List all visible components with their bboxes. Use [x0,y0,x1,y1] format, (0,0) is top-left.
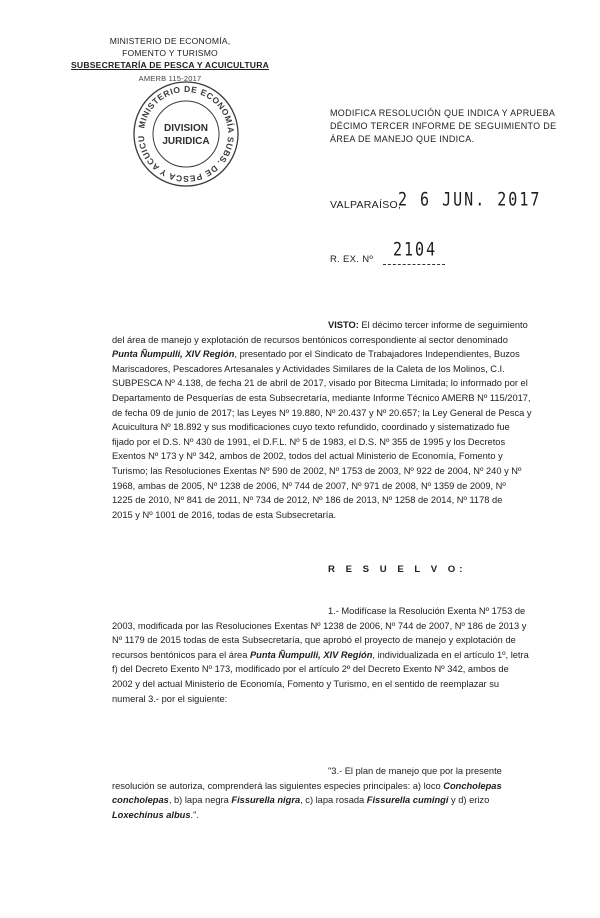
stamp-graphic [130,78,242,190]
place-label: VALPARAÍSO, [330,199,402,211]
visto-line: Exentos Nº 173 y Nº 342, ambos de 2002, todos del actual Ministerio de Economía, Fomento y [112,451,503,462]
rex-label: R. EX. Nº [330,254,374,265]
stamp-center-line-1: DIVISION [164,123,208,134]
subsecretaria-line: SUBSECRETARÍA DE PESCA Y ACUICULTURA [70,60,270,70]
visto-line: 1968, ambas de 2005, Nº 1238 de 2006, Nº 744 de 2007, Nº 971 de 2008, Nº 1359 de 2009, Nº [112,480,506,491]
stamp-ring-text: MINISTERIO DE ECONOMÍA SUBS. DE PESCA Y ACUICU [135,83,237,185]
article-1 [112,604,582,706]
visto-line: 1225 de 2010, Nº 841 de 2011, Nº 734 de 2012, Nº 186 de 2013, Nº 1258 de 2014, Nº 1178 de [112,495,503,506]
visto-line: Departamento de Pesquerías de esta Subsecretaría, mediante Informe Técnico AMERB Nº 115/2017, [112,392,531,403]
article-line: numeral 3.- por el siguiente: [112,693,228,704]
quoted-numeral-3 [112,764,582,822]
document-title [330,107,575,146]
visto-line: SUBPESCA Nº 4.138, de fecha 21 de abril de 2017, visado por Bitecma Limitada; lo informado por el [112,378,528,389]
resuelvo-heading: R E S U E L V O: [328,564,467,575]
article-line: 2002 y del actual Ministerio de Economía, Fomento y Turismo, en el sentido de reemplazar su [112,678,500,689]
stamp-center-line-2: JURIDICA [162,136,210,147]
visto-label: VISTO: [328,320,359,330]
visto-line: Turismo; las Resoluciones Exentas Nº 590 de 2002, Nº 1753 de 2003, Nº 922 de 2004, Nº 240 y Nº [112,465,522,476]
rex-underline [383,264,445,265]
title-line-3: ÁREA DE MANEJO QUE INDICA. [330,134,475,144]
visto-line: 2015 y Nº 1001 de 2016, todas de esta Subsecretaría. [112,509,337,520]
rex-number: 2104 [393,238,438,261]
quote-line: concholepas, b) lapa negra Fissurella nigra, c) lapa rosada Fissurella cumingi y d) erizo [112,795,490,806]
division-juridica-stamp [130,78,242,190]
title-line-2: DÉCIMO TERCER INFORME DE SEGUIMIENTO DE [330,121,557,131]
article-line: f) del Decreto Exento Nº 173, modificado por el artículo 2º del Decreto Exento Nº 342, ambos de [112,664,509,675]
quote-line: "3.- El plan de manejo que por la presente [328,766,502,776]
date-stamp: 2 6 JUN. 2017 [398,188,542,211]
article-line: 1.- Modifícase la Resolución Exenta Nº 1753 de [328,606,526,616]
article-line: 2003, modificada por las Resoluciones Exentas Nº 1238 de 2006, Nº 744 de 2007, Nº 186 de 2013 y [112,620,527,631]
visto-line: fijado por el D.S. Nº 430 de 1991, el D.F.L. Nº 5 de 1983, el D.S. Nº 355 de 1995 y los Decretos [112,436,506,447]
title-line-1: MODIFICA RESOLUCIÓN QUE INDICA Y APRUEBA [330,108,556,118]
reference-line: AMERB 115-2017 [138,74,202,83]
quote-line: Loxechinus albus.". [112,809,200,820]
visto-first-line: VISTO: El décimo tercer informe de seguimiento [328,320,528,330]
visto-line: Punta Ñumpulli, XIV Región, presentado por el Sindicato de Trabajadores Independientes, Buzos [112,349,520,360]
article-line: recursos bentónicos para el área Punta Ñumpulli, XIV Región, individualizada en el artículo 1º, letra [112,649,529,660]
visto-line: Mariscadores, Pescadores Artesanales y Actividades Similares de la Caleta de los Molinos, C.I. [112,363,505,374]
visto-line: Acuicultura Nº 18.892 y sus modificaciones cuyo texto refundido, coordinado y sistematizado fue [112,422,510,433]
ministry-line-1: MINISTERIO DE ECONOMÍA, [109,36,231,46]
visto-line: del área de manejo y explotación de recursos bentónicos correspondiente al sector denominado [112,334,508,345]
visto-section [112,318,582,522]
visto-line: de fecha 09 de junio de 2017; las Leyes Nº 19.880, Nº 20.437 y Nº 20.657; la Ley General de Pesca y [112,407,532,418]
ministry-line-2: FOMENTO Y TURISMO [122,48,218,58]
article-line: Nº 1179 de 2015 todas de esta Subsecretaría, que aprobó el proyecto de manejo y explotación de [112,635,516,646]
quote-line: resolución se autoriza, comprenderá las siguientes especies principales: a) loco Concholepas [112,780,502,791]
